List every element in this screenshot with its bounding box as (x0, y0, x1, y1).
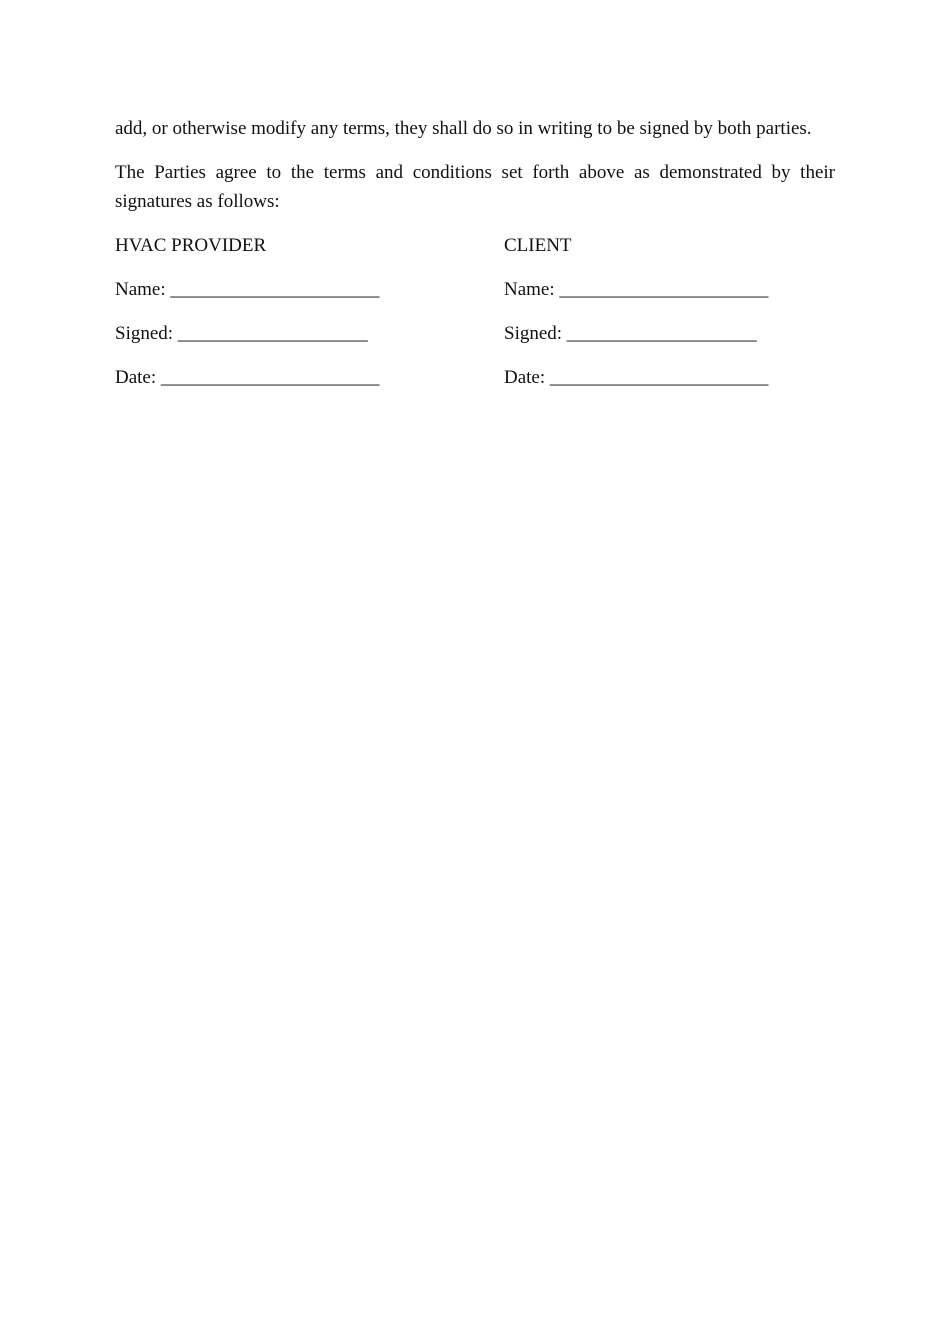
agreement-paragraph: The Parties agree to the terms and conditions set forth above as demonstrated by their signatures as follows: (115, 162, 835, 212)
client-signed-field: Signed: ____________________ (504, 323, 757, 344)
client-heading: CLIENT (504, 235, 572, 256)
client-name-field: Name: ______________________ (504, 279, 769, 300)
signature-block (115, 231, 835, 401)
provider-signature-column (115, 231, 379, 407)
client-signature-column (504, 231, 768, 407)
page-content (115, 114, 835, 401)
modification-clause-paragraph: add, or otherwise modify any terms, they shall do so in writing to be signed by both parties. (115, 118, 812, 139)
provider-signed-field: Signed: ____________________ (115, 323, 368, 344)
client-date-field: Date: _______________________ (504, 367, 769, 388)
provider-name-field: Name: ______________________ (115, 279, 380, 300)
provider-heading: HVAC PROVIDER (115, 235, 267, 256)
provider-date-field: Date: _______________________ (115, 367, 380, 388)
